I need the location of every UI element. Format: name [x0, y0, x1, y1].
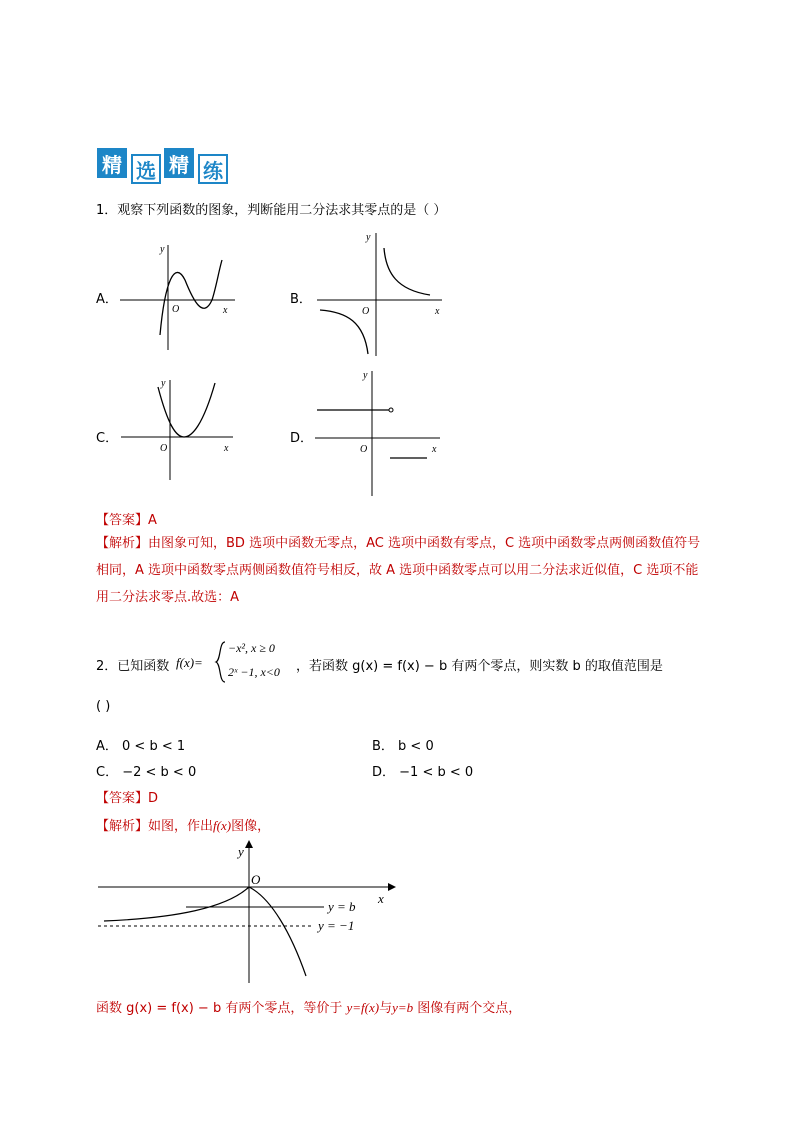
banner-char-3: 精 [164, 148, 194, 178]
q1-graph-d [312, 366, 447, 501]
conclusion-y1: y=f(x) [346, 1000, 380, 1015]
origin-label: O [360, 444, 368, 455]
axis-x-label: x [435, 306, 440, 317]
analysis-fx: f(x) [213, 818, 232, 833]
axis-y-label: y [363, 370, 368, 381]
q2-graph [96, 838, 396, 988]
q1-answer [96, 509, 157, 528]
axis-y-label: y [161, 378, 166, 389]
q1-graph-c [118, 375, 238, 485]
q2-option-a: A． 0 < b < 1 [96, 739, 186, 754]
banner-char-2: 选 [131, 154, 161, 184]
axis-y-label: y [366, 232, 371, 243]
line-b-label: y = b [328, 899, 356, 914]
origin-label: O [160, 443, 168, 454]
conclusion-y2: y=b [392, 1000, 414, 1015]
q1-option-c-label: C． [96, 431, 119, 446]
axis-x-label: x [223, 305, 228, 316]
q1-graph-b [312, 228, 447, 360]
q2-analysis [96, 815, 270, 834]
answer-label: 【答案】 [96, 791, 149, 806]
axis-x-label: x [432, 444, 437, 455]
q2-stem-start: 2．已知函数 [96, 659, 170, 674]
axis-x-label: x [224, 443, 229, 454]
q2-case-1: −x², x ≥ 0 [228, 641, 275, 655]
analysis-text: 由图象可知，BD 选项中函数无零点，AC 选项中函数有零点，C 选项中函数零点两侧函数值符号相同，A 选项中函数零点两侧函数值符号相反，故 A 选项中函数零点可以用二分法求近似值，C 选项不能用二分法求零点.故选：A [96, 536, 701, 605]
q1-option-b-label: B． [290, 292, 312, 307]
q2-option-b: B． b < 0 [372, 739, 434, 754]
q2-brace [214, 640, 228, 684]
q2-conclusion [96, 997, 521, 1016]
origin-label: O [251, 872, 261, 887]
q2-option-c: C． −2 < b < 0 [96, 765, 197, 780]
q1-graph-a [115, 240, 240, 355]
q1-option-d-label: D． [290, 431, 314, 446]
analysis-text-end: 图像， [231, 819, 271, 834]
analysis-label: 【解析】 [96, 536, 149, 551]
q1-analysis [96, 530, 706, 611]
axis-y-label: y [160, 244, 165, 255]
q2-stem-end: ，若函数 g(x) = f(x) − b 有两个零点，则实数 b 的取值范围是 [296, 659, 663, 674]
analysis-label: 【解析】 [96, 819, 149, 834]
banner-char-1: 精 [97, 148, 127, 178]
q2-case-2: 2ˣ −1, x<0 [228, 665, 280, 679]
conclusion-end: 图像有两个交点， [413, 1001, 522, 1016]
conclusion-mid: 与 [379, 1001, 393, 1016]
conclusion-text: 函数 g(x) = f(x) − b 有两个零点，等价于 [96, 1001, 347, 1016]
axis-y-label: y [238, 844, 244, 859]
answer-label: 【答案】 [96, 513, 149, 528]
q2-paren: ( ) [96, 699, 111, 714]
q1-stem: 1．观察下列函数的图象，判断能用二分法求其零点的是（ ） [96, 203, 447, 218]
origin-label: O [362, 306, 370, 317]
answer-value: D [148, 791, 159, 806]
line-minus1-label: y = −1 [318, 918, 355, 933]
origin-label: O [172, 304, 180, 315]
axis-x-label: x [378, 891, 384, 906]
q2-function-name: f(x)= [176, 655, 203, 670]
analysis-text: 如图，作出 [148, 819, 214, 834]
answer-value: A [148, 513, 157, 528]
q1-option-a-label: A． [96, 292, 118, 307]
banner-char-4: 练 [198, 154, 228, 184]
q2-option-d: D． −1 < b < 0 [372, 765, 474, 780]
q2-answer [96, 787, 158, 806]
